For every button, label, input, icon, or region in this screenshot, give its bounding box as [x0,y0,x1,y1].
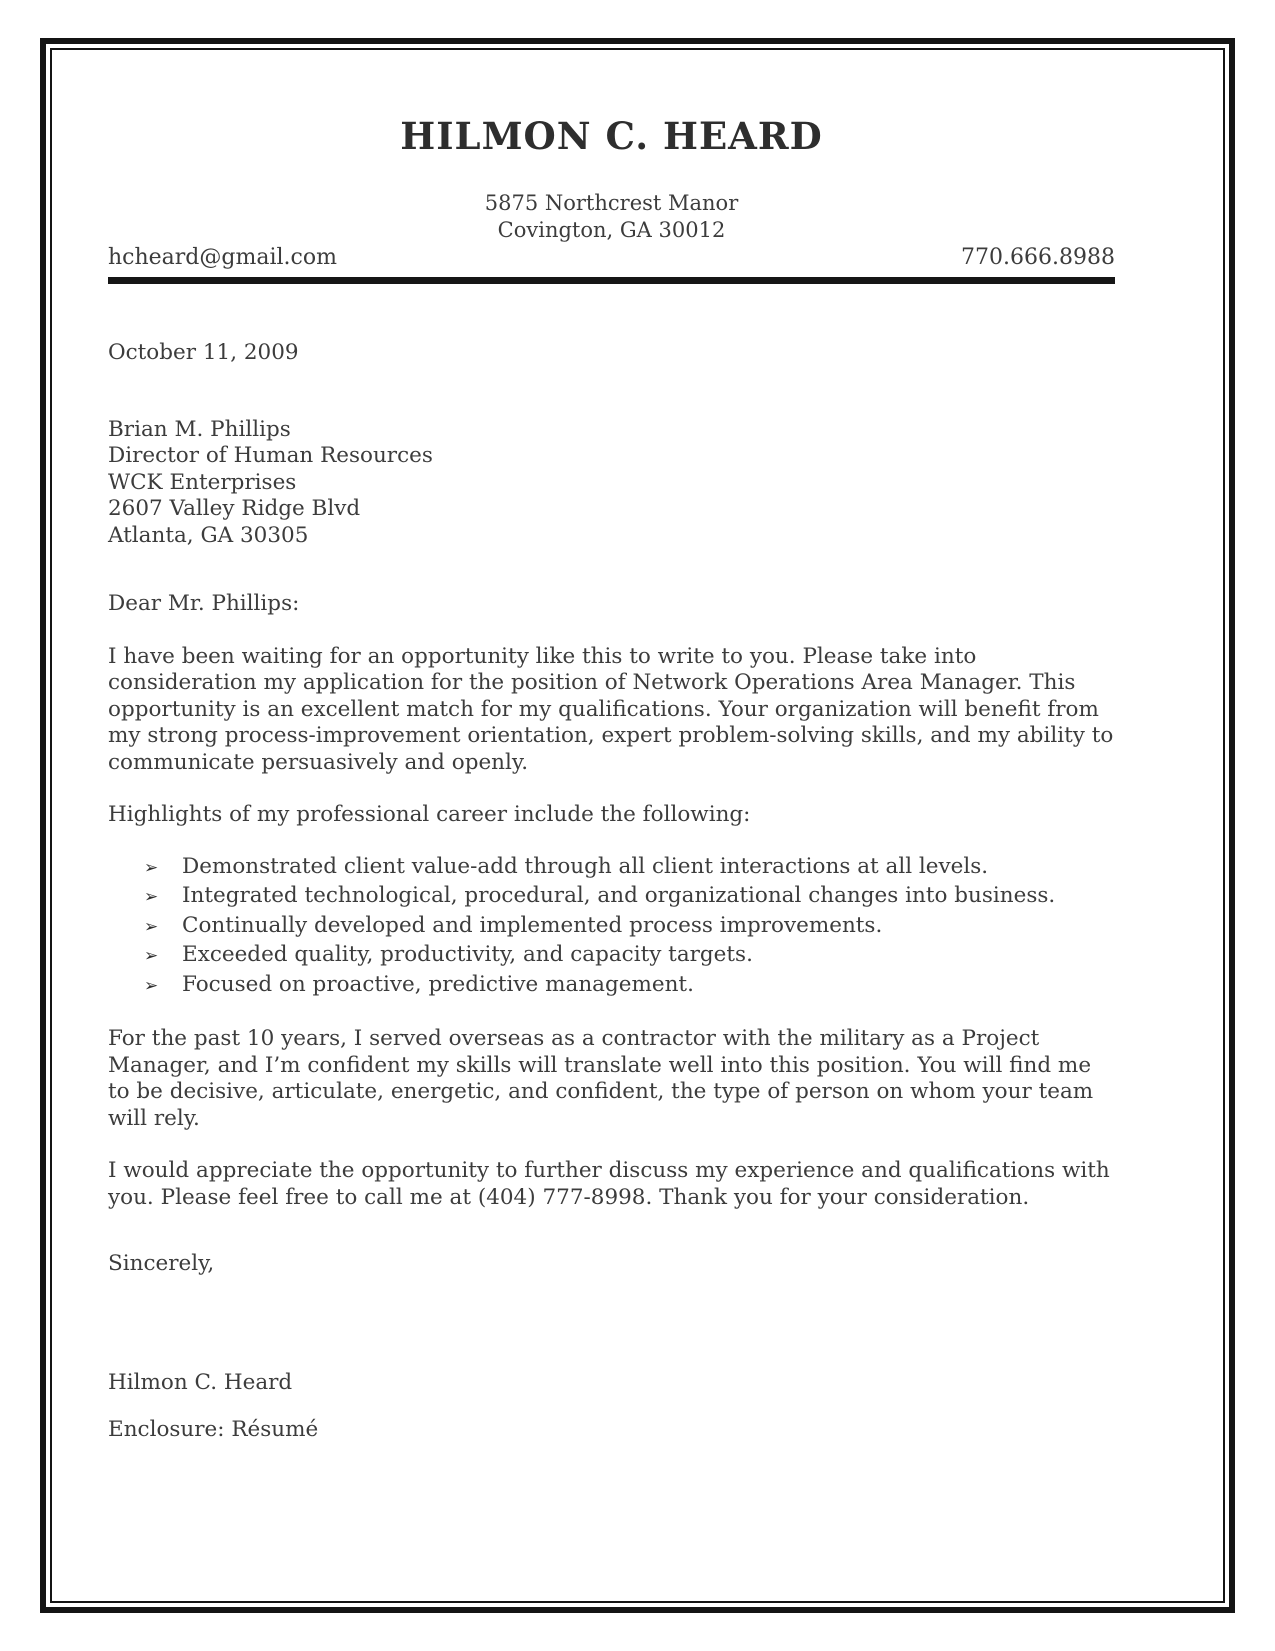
highlight-text: Focused on proactive, predictive management. [182,971,694,997]
arrow-bullet-icon: ➢ [144,887,159,907]
highlight-text: Integrated technological, procedural, and organizational changes into business. [182,883,1056,908]
page-border-frame [40,38,1235,1613]
signature-name: Hilmon C. Heard [108,1369,293,1395]
recipient-company: WCK Enterprises [108,469,297,495]
arrow-bullet-icon: ➢ [144,946,159,966]
page-content [52,50,1223,1444]
list-item [108,971,1115,1001]
enclosure-note: Enclosure: Résumé [108,1417,319,1442]
list-item [108,941,1115,971]
list-item [108,882,1115,912]
recipient-street: 2607 Valley Ridge Blvd [108,496,361,521]
highlight-text: Exceeded quality, productivity, and capacity targets. [182,942,753,967]
paragraph-callto: I would appreciate the opportunity to further discuss my experience and qualifications with you. Please feel free to call me at (404) 777-8998. Thank you for your consideration. [108,1158,1110,1210]
recipient-city: Atlanta, GA 30305 [108,522,309,548]
sender-address [108,190,1115,244]
salutation: Dear Mr. Phillips: [108,591,300,616]
sender-email: hcheard@gmail.com [108,245,337,270]
paragraph-intro: I have been waiting for an opportunity like this to write to you. Please take into consideration my application for the position of Network Operations Area Manager. This opportunity is an excellent match for my qualifications. Your organization will benefit from my strong process-improvement orientation, expert problem-solving skills, and my ability to communicate persuasively and openly. [108,643,1114,775]
recipient-title: Director of Human Resources [108,443,433,468]
recipient-name: Brian M. Phillips [108,416,291,442]
letter-date: October 11, 2009 [108,340,299,365]
highlights-list [108,853,1115,1001]
sender-phone: 770.666.8988 [961,245,1115,270]
header-divider [108,277,1115,284]
letterhead [108,114,1115,284]
list-item [108,912,1115,942]
letter-body [108,340,1115,1444]
closing: Sincerely, [108,1251,215,1276]
sender-address-line2: Covington, GA 30012 [497,218,726,242]
page-border-inner [50,48,1225,1603]
arrow-bullet-icon: ➢ [144,916,159,937]
recipient-block [108,417,1115,550]
sender-contact-row [108,245,1115,270]
highlight-text: Continually developed and implemented process improvements. [182,912,883,938]
sender-name: HILMON C. HEARD [400,114,823,158]
paragraph-experience: For the past 10 years, I served overseas as a contractor with the military as a Project Manager, and I’m confident my skills will translate well into this position. You will find me to be decisive, articulate, energetic, and confident, the type of person on whom your team will rely. [108,1026,1094,1131]
list-item [108,853,1115,883]
arrow-bullet-icon: ➢ [144,857,159,878]
highlights-intro: Highlights of my professional career include the following: [108,802,751,827]
arrow-bullet-icon: ➢ [144,975,159,996]
sender-address-line1: 5875 Northcrest Manor [484,191,739,215]
highlight-text: Demonstrated client value-add through all client interactions at all levels. [182,853,989,879]
